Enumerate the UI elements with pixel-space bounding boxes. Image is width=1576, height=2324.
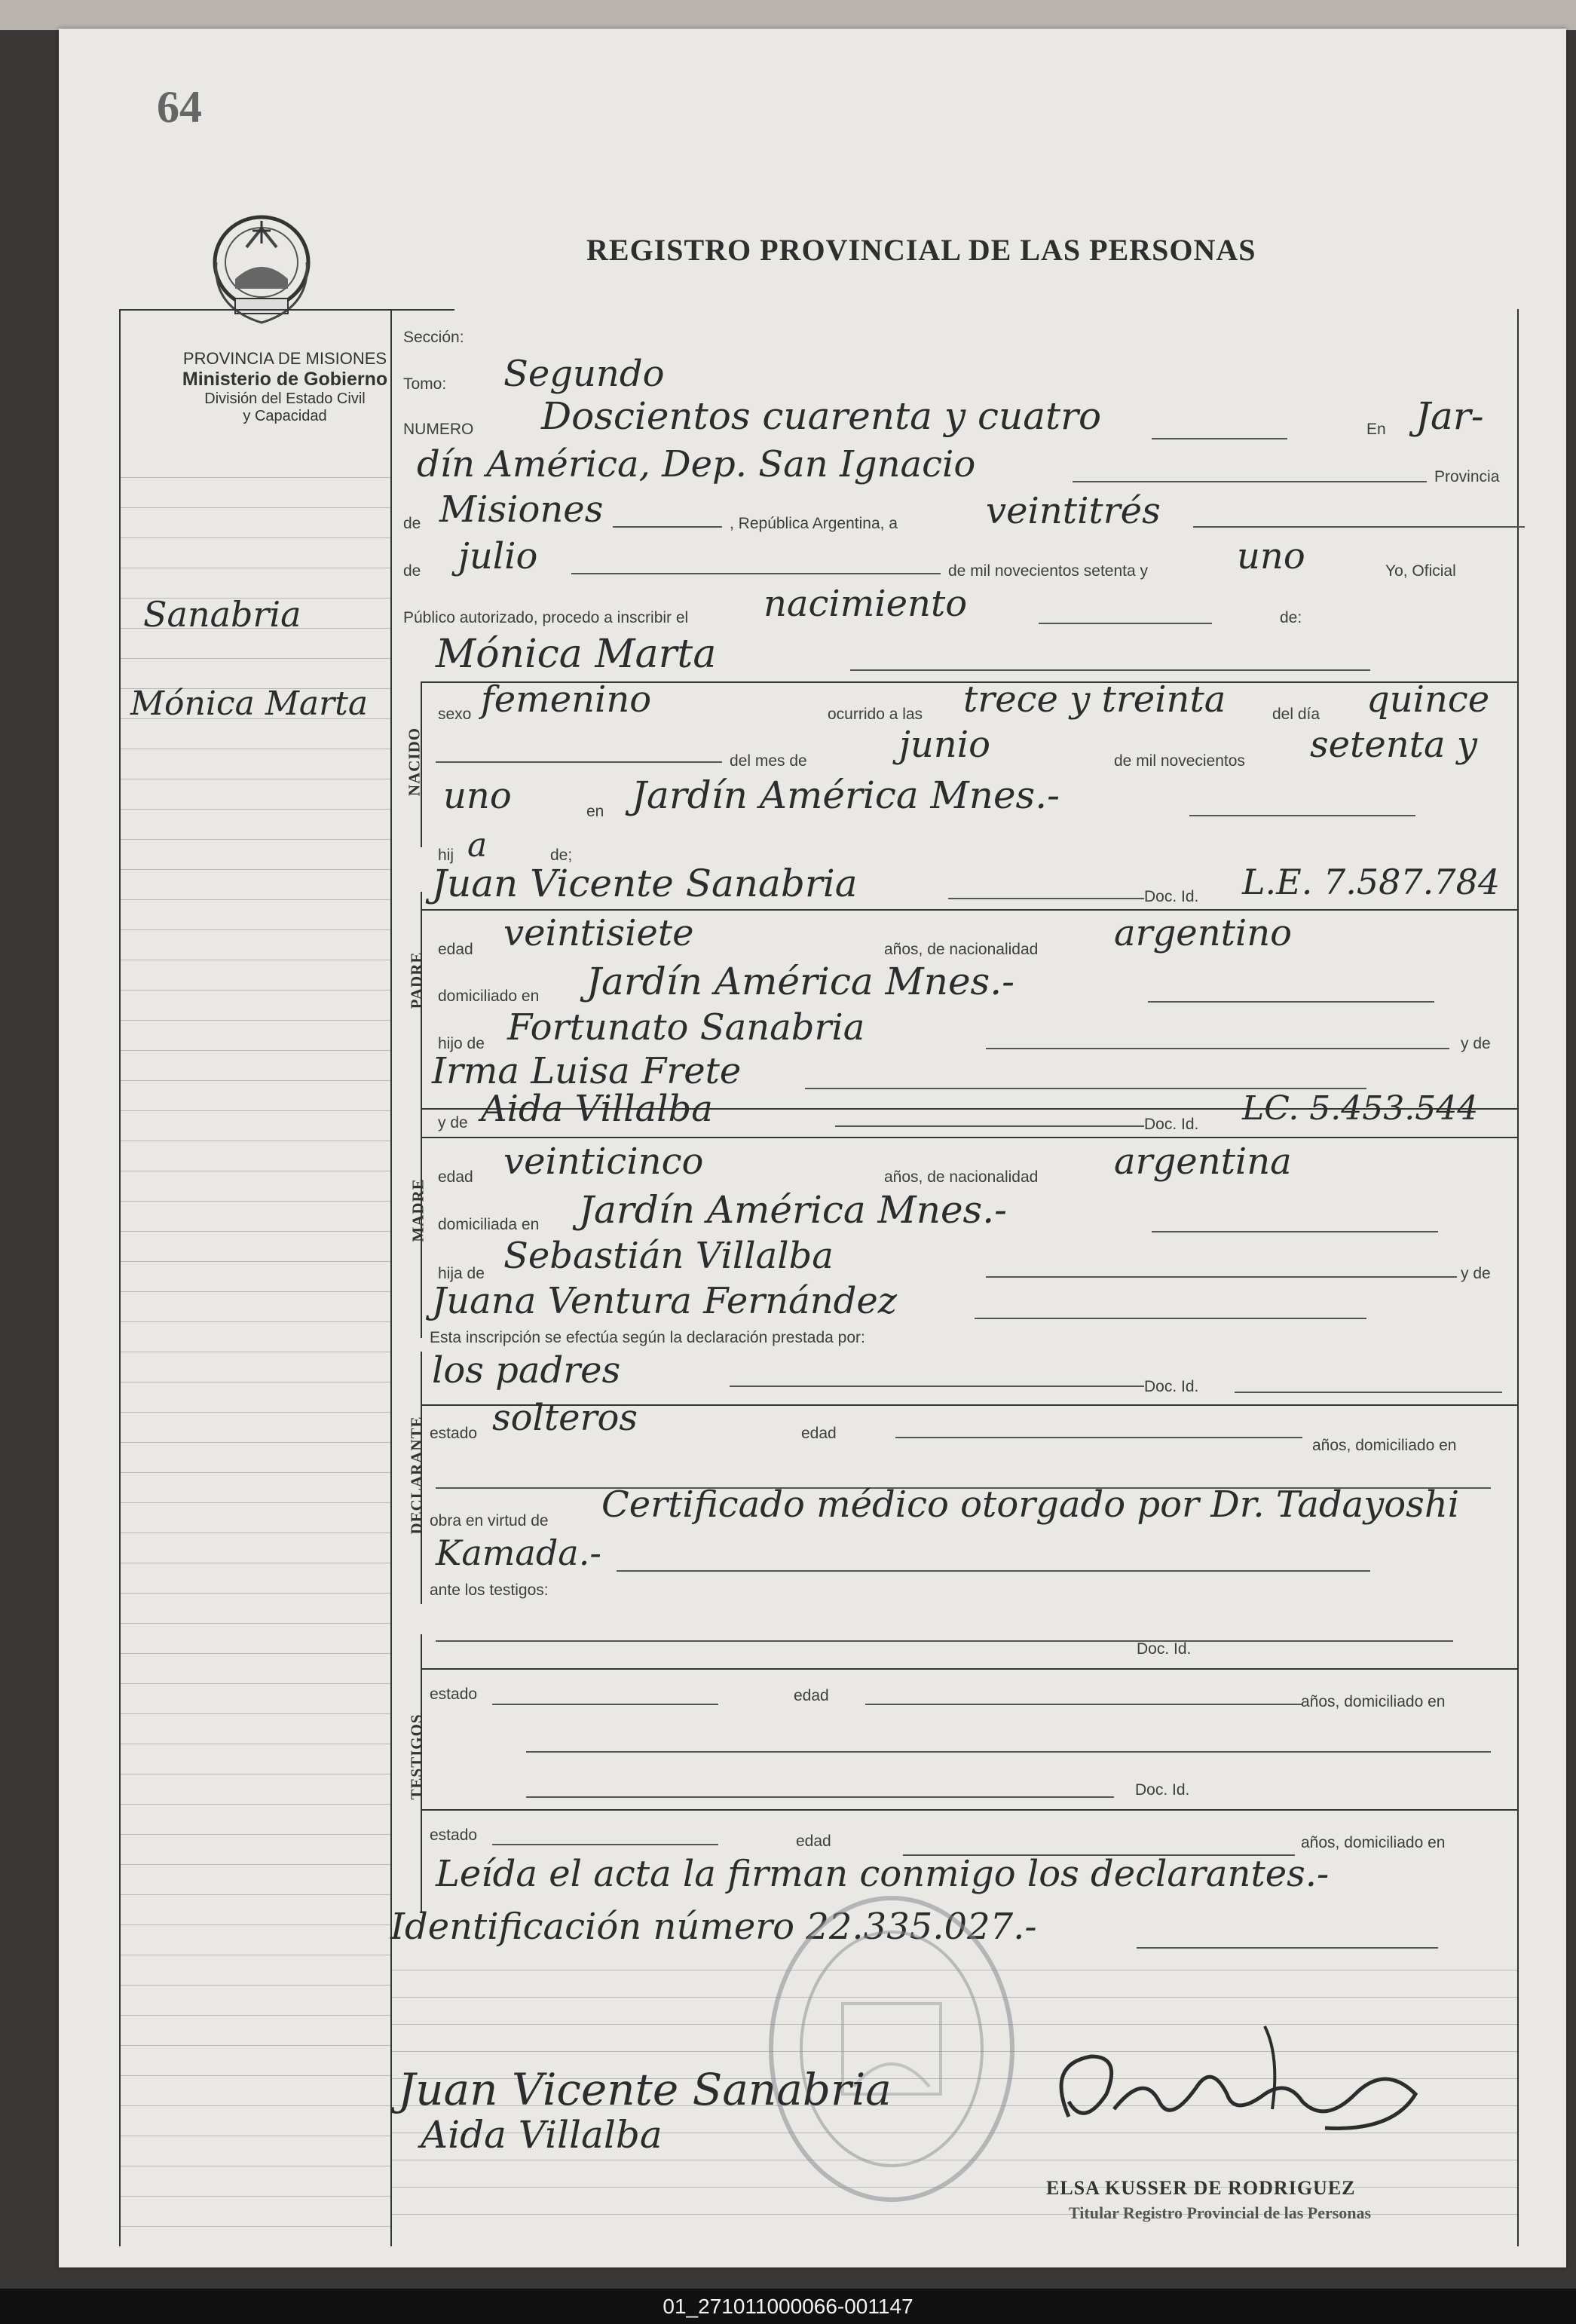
margin-ruled-line [121, 1050, 390, 1051]
official-name-stamp: ELSA KUSSER DE RODRIGUEZ [1046, 2177, 1356, 2199]
margin-ruled-line [121, 990, 390, 991]
publico-label: Público autorizado, procedo a inscribir el [403, 609, 689, 626]
madre-nombre-value: Aida Villalba [481, 1088, 713, 1130]
testigo2-estado-label: estado [430, 1826, 478, 1844]
declarante-edad-rule [895, 1437, 1302, 1438]
anio-nac-value-1: setenta y [1310, 724, 1477, 766]
padre-hijo-de-rule [986, 1048, 1449, 1049]
de-colon-label: de: [1280, 609, 1302, 626]
testigo1-dom-rule [526, 1751, 1491, 1753]
madre-doc-label: Doc. Id. [1144, 1116, 1199, 1133]
numero-rule [1152, 438, 1287, 439]
madre-edad-label: edad [438, 1168, 473, 1186]
madre-doc-value: LC. 5.453.544 [1242, 1089, 1479, 1128]
lugar-nac-rule [1189, 815, 1415, 816]
margin-ruled-line [121, 2045, 390, 2046]
margin-ruled-line [121, 809, 390, 810]
anio-nac-value-2: uno [443, 775, 512, 817]
madre-dom-value: Jardín América Mnes.- [579, 1188, 1007, 1232]
madre-dom-label: domiciliada en [438, 1216, 540, 1233]
declarante-doc-rule [1235, 1392, 1502, 1393]
padre-dom-value: Jardín América Mnes.- [586, 960, 1014, 1003]
padre-edad-label: edad [438, 941, 473, 958]
de-label-2: de [403, 562, 421, 580]
testigo2-top-rule [421, 1809, 1517, 1811]
padre-dom-label: domiciliado en [438, 987, 540, 1005]
section-label-madre: MADRE [409, 1178, 427, 1242]
margin-ruled-line [121, 1924, 390, 1925]
madre-hija-de-value: Sebastián Villalba [503, 1235, 834, 1277]
padre-edad-value: veintisiete [503, 912, 694, 954]
testigo1-edad-rule [865, 1704, 1302, 1705]
en-label-nac: en [586, 803, 604, 820]
obra-value-2: Kamada.- [436, 1532, 601, 1573]
ante-testigos-label: ante los testigos: [430, 1581, 549, 1599]
testigo2-anos-label: años, domiciliado en [1301, 1834, 1446, 1851]
fecha-dia-value: veintitrés [986, 490, 1161, 532]
padre-y-de-label: y de [1461, 1035, 1491, 1052]
section-label-declarante: DECLARANTE [407, 1416, 426, 1535]
right-frame-rule [1517, 309, 1519, 2246]
mes-nac-value: junio [899, 724, 990, 766]
margin-ruled-line [121, 1472, 390, 1473]
obra-value-1: Certificado médico otorgado por Dr. Tadayoshi [601, 1484, 1460, 1526]
declarante-rule [730, 1386, 1144, 1387]
margin-ruled-line [121, 1020, 390, 1021]
nombre-rule [850, 669, 1370, 671]
de-label-1: de [403, 515, 421, 532]
section-label-nacido: NACIDO [405, 727, 424, 797]
madre-edad-value: veinticinco [503, 1141, 704, 1183]
testigo2-name-rule [526, 1796, 1114, 1798]
declarante-doc-label: Doc. Id. [1144, 1378, 1199, 1395]
testigo2-edad-label: edad [796, 1833, 831, 1850]
testigo1-top-rule [421, 1668, 1517, 1670]
margin-ruled-line [121, 477, 390, 478]
hij-label: hij [438, 847, 454, 864]
section-label-padre: PADRE [407, 951, 426, 1009]
image-id-caption: 01_271011000066-001147 [0, 2289, 1576, 2324]
republica-label: , República Argentina, a [730, 515, 898, 532]
nombre-value: Mónica Marta [436, 632, 717, 677]
margin-ruled-line [121, 1834, 390, 1835]
margin-ruled-line [121, 537, 390, 538]
en-label: En [1366, 421, 1386, 438]
numero-label: NUMERO [403, 421, 474, 438]
madre-nombre-rule [835, 1125, 1144, 1127]
madre-dom-rule [1152, 1231, 1438, 1232]
document-title: REGISTRO PROVINCIAL DE LAS PERSONAS [586, 233, 1256, 267]
column-divider-rule [390, 309, 392, 2246]
padre-top-rule [421, 909, 1517, 911]
numero-value: Doscientos cuarenta y cuatro [541, 394, 1102, 438]
padre-nombre-rule [948, 898, 1144, 899]
yo-oficial-label: Yo, Oficial [1385, 562, 1456, 580]
mil-label: de mil novecientos setenta y [948, 562, 1148, 580]
padre-hijo-de-value: Fortunato Sanabria [507, 1006, 865, 1049]
signature-official [1039, 1996, 1431, 2162]
margin-ruled-line [121, 1894, 390, 1895]
margin-ruled-line [121, 1080, 390, 1081]
margin-ruled-line [121, 1412, 390, 1413]
margin-given-names: Mónica Marta [130, 684, 369, 723]
lugar-line-2: dín América, Dep. San Ignacio [417, 443, 976, 485]
testigo1-anos-label: años, domiciliado en [1301, 1693, 1446, 1710]
ocurrido-label: ocurrido a las [828, 706, 923, 723]
margin-ruled-line [121, 1442, 390, 1443]
margin-ruled-line [121, 839, 390, 840]
declarante-estado-value: solteros [492, 1397, 638, 1439]
declarante-estado-label: estado [430, 1425, 478, 1442]
section-label-testigos: TESTIGOS [407, 1713, 426, 1800]
background-sheet [0, 0, 1576, 30]
margin-ruled-line [121, 507, 390, 508]
madre-y-de-label: y de [438, 1114, 468, 1131]
hij-suffix: a [467, 826, 488, 865]
margin-ruled-line [121, 869, 390, 870]
margin-ruled-line [121, 1291, 390, 1292]
testigo2-doc-label: Doc. Id. [1135, 1781, 1190, 1799]
document-page [59, 29, 1566, 2267]
margin-ruled-line [121, 1683, 390, 1684]
padre-hijo-de-label: hijo de [438, 1035, 485, 1052]
obra-label: obra en virtud de [430, 1512, 549, 1529]
madre-second-rule [421, 1137, 1517, 1138]
office-line-4: y Capacidad [243, 408, 327, 424]
margin-ruled-line [121, 1623, 390, 1624]
office-line-1: PROVINCIA DE MISIONES [182, 349, 387, 368]
padre-doc-value: L.E. 7.587.784 [1242, 862, 1501, 902]
padre-y-de-value: Irma Luisa Frete [432, 1050, 742, 1092]
acto-value: nacimiento [764, 583, 968, 625]
padre-nac-value: argentino [1114, 912, 1293, 954]
margin-ruled-line [121, 929, 390, 930]
margin-ruled-line [121, 1201, 390, 1202]
tomo-label: Tomo: [403, 375, 447, 393]
margin-ruled-line [121, 1110, 390, 1111]
signature-father: Juan Vicente Sanabria [398, 2064, 892, 2115]
provincia-rule [613, 526, 722, 528]
margin-ruled-line [121, 1321, 390, 1322]
identificacion-text: Identificación número 22.335.027.- [390, 1906, 1037, 1948]
testigo1-estado-rule [492, 1704, 718, 1705]
margin-ruled-line [121, 658, 390, 659]
madre-y-de-label-2: y de [1461, 1265, 1491, 1282]
madre-y-de-value: Juana Ventura Fernández [432, 1280, 898, 1322]
official-seal-stamp [764, 1891, 1020, 2207]
official-title-stamp: Titular Registro Provincial de las Personas [1069, 2203, 1372, 2222]
padre-doc-label: Doc. Id. [1144, 888, 1199, 905]
margin-ruled-line [121, 2015, 390, 2016]
sexo-value: femenino [481, 678, 652, 721]
mil-nov-label: de mil novecientos [1114, 752, 1245, 770]
del-mes-label: del mes de [730, 752, 807, 770]
acto-rule [1039, 623, 1212, 624]
margin-ruled-line [121, 899, 390, 900]
left-frame-rule [119, 309, 121, 2246]
left-column-top-rule [119, 309, 454, 311]
de-semi-label: de; [550, 847, 573, 864]
dia-nac-value: quince [1366, 678, 1490, 721]
provincial-emblem-icon [205, 210, 318, 334]
fecha-anio-value: uno [1237, 535, 1305, 577]
margin-ruled-line [121, 2075, 390, 2076]
padre-dom-rule [1148, 1001, 1434, 1003]
madre-hija-de-rule [986, 1276, 1457, 1278]
testigo2-estado-rule [492, 1844, 718, 1845]
provincia-label: Provincia [1434, 468, 1500, 485]
testigo1-edad-label: edad [794, 1687, 829, 1704]
padre-nombre-value: Juan Vicente Sanabria [432, 862, 858, 905]
office-line-3: División del Estado Civil [204, 390, 366, 407]
fecha-dia-rule [1193, 526, 1525, 528]
page-number: 64 [157, 82, 202, 132]
madre-anos-label: años, de nacionalidad [884, 1168, 1039, 1186]
declarante-anos-label: años, domiciliado en [1312, 1437, 1457, 1454]
hora-value: trece y treinta [963, 678, 1226, 721]
declarante-value: los padres [432, 1349, 621, 1392]
margin-ruled-line [121, 1864, 390, 1865]
margin-ruled-line [121, 1653, 390, 1654]
margin-ruled-line [121, 1713, 390, 1714]
lugar-nac-value: Jardín América Mnes.- [632, 773, 1060, 817]
margin-surname: Sanabria [143, 594, 301, 635]
signature-mother: Aida Villalba [421, 2113, 663, 2157]
esta-inscripcion-label: Esta inscripción se efectúa según la declaración prestada por: [430, 1329, 865, 1346]
seccion-label: Sección: [403, 329, 464, 346]
margin-ruled-line [121, 1593, 390, 1594]
testigo1-estado-label: estado [430, 1686, 478, 1703]
testigo1-doc-label: Doc. Id. [1137, 1640, 1192, 1658]
margin-ruled-line [121, 1532, 390, 1533]
del-mes-rule [436, 761, 722, 763]
margin-ruled-line [121, 2105, 390, 2106]
margin-ruled-line [121, 1502, 390, 1503]
padre-anos-label: años, de nacionalidad [884, 941, 1039, 958]
margin-ruled-line [121, 2196, 390, 2197]
leida-text: Leída el acta la firman conmigo los declarantes.- [436, 1853, 1330, 1895]
tomo-value: Segundo [503, 353, 665, 395]
margin-ruled-line [121, 1804, 390, 1805]
margin-ruled-line [121, 2226, 390, 2227]
lugar-rule [1073, 481, 1427, 482]
declarante-edad-label: edad [801, 1425, 837, 1442]
margin-ruled-line [121, 1261, 390, 1262]
lugar-line-1: Jar- [1415, 394, 1484, 438]
sexo-label: sexo [438, 706, 472, 723]
fecha-mes-value: julio [458, 535, 538, 577]
office-line-2: Ministerio de Gobierno [182, 369, 388, 390]
margin-ruled-line [121, 1985, 390, 1986]
madre-hija-de-label: hija de [438, 1265, 485, 1282]
madre-y-de-rule [975, 1318, 1366, 1319]
madre-nac-value: argentina [1114, 1141, 1292, 1183]
testigo1-name-rule [436, 1640, 1453, 1642]
fecha-mes-rule [571, 573, 941, 574]
obra-rule [617, 1570, 1370, 1572]
identificacion-rule [1137, 1947, 1438, 1949]
provincia-value: Misiones [439, 488, 604, 531]
margin-ruled-line [121, 1231, 390, 1232]
del-dia-label: del día [1272, 706, 1320, 723]
